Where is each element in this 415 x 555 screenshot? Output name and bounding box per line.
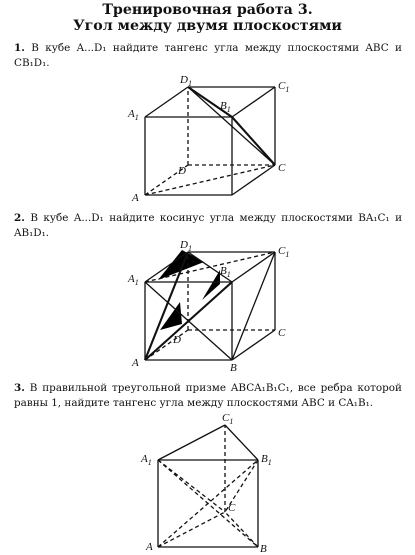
edge-B1-C1 — [225, 425, 258, 460]
label-A: A — [146, 541, 153, 553]
edge-B-C-hidden — [225, 512, 258, 547]
label-C1: $C_1$ — [278, 80, 290, 94]
segment-A-D1 — [145, 252, 188, 360]
problem-2-text: В кубе A...D₁ найдите косинус угла между плоскостями BA₁C₁ и AB₁D₁. — [14, 212, 402, 239]
edge-B1-C1 — [232, 87, 275, 117]
label-D: D — [178, 165, 186, 177]
label-C: C — [278, 327, 286, 339]
label-C1: $C_1$ — [222, 412, 234, 426]
label-A: A — [132, 192, 139, 204]
problem-3 — [14, 381, 402, 411]
label-B: B — [260, 543, 267, 555]
label-B1: $B_1$ — [261, 453, 272, 467]
label-A1: $A_1$ — [141, 453, 152, 467]
problem-1-number: 1. — [14, 42, 25, 54]
label-B1: $B_1$ — [220, 100, 231, 114]
edge-A1-C1 — [158, 425, 225, 460]
edge-A1-D1 — [145, 87, 188, 117]
problem-2 — [14, 211, 402, 241]
problem-3-number: 3. — [14, 382, 25, 394]
segment-A1-C-hidden — [158, 460, 225, 512]
worksheet-subtitle: Угол между двумя плоскостями — [73, 18, 342, 34]
shaded-region-top-left — [158, 250, 204, 280]
label-D1: $D_1$ — [180, 239, 192, 253]
problem-2-number: 2. — [14, 212, 25, 224]
problem-1 — [14, 41, 402, 71]
segment-B1-C — [232, 117, 275, 165]
label-B: B — [230, 362, 237, 374]
label-C: C — [228, 502, 236, 514]
label-A: A — [132, 357, 139, 369]
diagonal-A-C-hidden — [145, 165, 275, 195]
edge-B-C — [232, 165, 275, 195]
worksheet-title: Тренировочная работа 3. — [102, 2, 313, 18]
label-D1: $D_1$ — [180, 74, 192, 88]
segment-B-C1 — [232, 252, 275, 360]
label-C1: $C_1$ — [278, 245, 290, 259]
problem-1-text: В кубе A...D₁ найдите тангенс угла между плоскостями ABC и CB₁D₁. — [14, 42, 402, 69]
figure-3-prism — [128, 410, 288, 555]
label-C: C — [278, 162, 286, 174]
figure-1-cube — [120, 75, 290, 205]
label-B1: $B_1$ — [220, 265, 231, 279]
figure-2-cube — [120, 239, 290, 374]
label-D: D — [173, 334, 181, 346]
label-A1: $A_1$ — [128, 108, 139, 122]
problem-3-text: В правильной треугольной призме ABCA₁B₁C₁, все ребра которой равны 1, найдите тангенс угла между плоскостями ABC и CA₁B₁. — [14, 382, 402, 409]
label-A1: $A_1$ — [128, 273, 139, 287]
